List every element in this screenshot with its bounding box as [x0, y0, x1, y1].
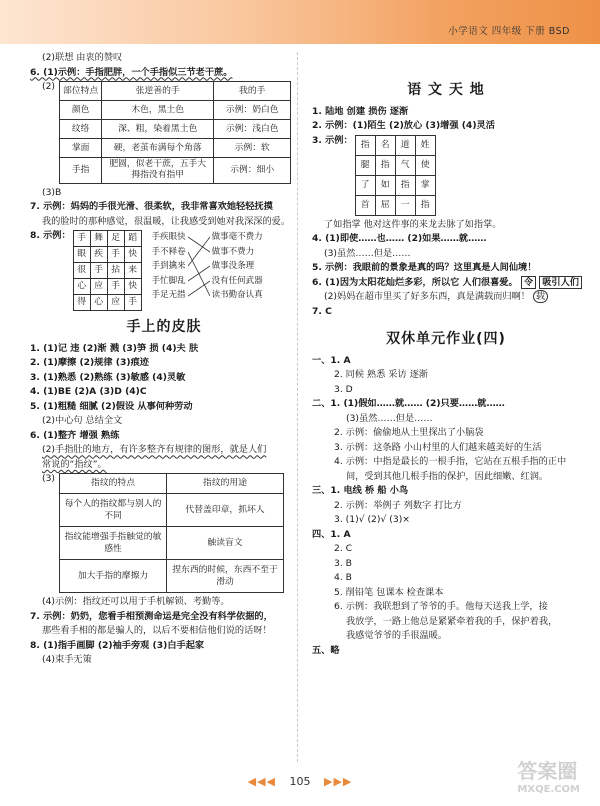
grid-cell: 拈: [107, 263, 124, 279]
table-cell: 硬，老茧布满每个角落: [102, 139, 214, 158]
answer-text: 6. (1)因为太阳花灿烂多彩，所以它 人们很喜爱。: [312, 276, 518, 288]
table-cell: 捏东西的时候，东西不至于滑动: [167, 560, 284, 593]
grid-cell: 心: [73, 279, 90, 295]
match-line: [188, 237, 210, 266]
grid-cell: 腿: [355, 155, 375, 175]
grid-cell: 指: [395, 175, 415, 195]
match-item: 没有任何武器: [211, 275, 263, 286]
answer-line: 三、1. 电线 桥 船 小鸟: [312, 485, 409, 496]
answer-text: 6. (1)示例：手指肥胖，一个手指似三节老干蔗。: [30, 66, 233, 78]
table-header: 指纹的特点: [60, 474, 167, 494]
section-title: 语 文 天 地: [407, 82, 485, 98]
answer-line: 1. 陆地 创建 损伤 逐渐: [312, 105, 409, 117]
answer-line: 7. 示例：奶奶，您看手相预测命运是完全没有科学依据的，: [30, 610, 273, 622]
match-item: 读书勤奋认真: [211, 290, 263, 301]
answer-line: 3. 示例：这条路 小山村里的人们越来越美好的生活: [334, 441, 542, 453]
table-cell: 掌面: [60, 139, 102, 158]
grid-cell: 使: [415, 155, 435, 175]
table-cell: 木色，黑土色: [102, 101, 214, 120]
grid-cell: 屈: [375, 195, 395, 215]
hand-compare-table: [59, 81, 291, 184]
right-column: [312, 52, 580, 659]
answer-line: 7. 示例：妈妈的手很光滑、很柔软，我非常喜欢她轻轻抚摸: [30, 201, 273, 213]
grid-cell: 得: [73, 295, 90, 311]
answer-line: 3. D: [334, 383, 353, 395]
page-footer: [0, 775, 600, 789]
table-cell: 每个人的指纹都与别人的不同: [60, 494, 167, 527]
char-grid-exercise: [312, 135, 580, 216]
answer-line: 了如指掌 他对这件事的来龙去脉了如指掌。: [324, 218, 502, 230]
watermark-url: MXQE.COM: [517, 783, 580, 795]
match-left-column: [152, 230, 186, 304]
grid-cell: 指: [355, 135, 375, 155]
answer-line: 2. (1)摩擦 (2)规律 (3)痕迹: [30, 357, 149, 369]
grid-cell: 来: [124, 263, 141, 279]
grid-cell: 一: [395, 195, 415, 215]
idiom-exercise: [30, 230, 298, 311]
answer-line: 4. B: [334, 572, 352, 583]
section-title: 双休单元作业(四): [386, 331, 506, 347]
table-cell: 深、粗，染着黑土色: [102, 120, 214, 139]
table-cell: 手指: [60, 158, 102, 184]
answer-line: 3. B: [334, 557, 352, 569]
watermark-logo: [517, 759, 580, 797]
answer-line: (4)示例：指纹还可以用于手机解锁、考勤等。: [42, 596, 230, 608]
answer-line: 四、1. A: [312, 528, 351, 540]
answer-line: 2. 示例：举例子 列数字 打比方: [334, 499, 462, 511]
answer-line: [312, 277, 580, 289]
table-cell: 示例：软: [214, 139, 291, 158]
table-cell: 肥圆，似老干蔗，五手大拇指没有指甲: [102, 158, 214, 184]
grid-cell: 手: [90, 263, 107, 279]
table-cell: 纹络: [60, 120, 102, 139]
answer-line: 4. (1)即使……也…… (2)如果……就……: [312, 233, 487, 244]
answer-label: (3): [42, 473, 56, 485]
answer-line: [30, 67, 298, 79]
grid-cell: 应: [90, 279, 107, 295]
match-right-column: [212, 230, 263, 304]
match-item: 做事没条理: [211, 261, 255, 272]
grid-cell: 眼: [73, 247, 90, 263]
grid-cell: 名: [375, 135, 395, 155]
answer-line: 8. (1)指手画脚 (2)袖手旁观 (3)白手起家: [30, 639, 205, 651]
answer-line: [30, 459, 298, 471]
char-grid: [355, 135, 436, 216]
correction-box: 令: [521, 276, 536, 289]
grid-cell: 手: [107, 279, 124, 295]
answer-line: [312, 291, 580, 303]
answer-line: 那些看手相的都是骗人的，以后不要相信他们说的话呀！: [42, 625, 272, 637]
answer-line: 1. (1)记 违 (2)渐 溅 (3)笋 损 (4)夫 肤: [30, 342, 199, 354]
idiom-grid: [73, 230, 142, 311]
header-band: [0, 0, 600, 44]
answer-line: (2)中心句 总结全文: [42, 415, 123, 427]
answer-label: 8. 示例：: [30, 230, 71, 242]
grid-cell: 应: [107, 295, 124, 311]
table-2-wrap: [30, 473, 298, 593]
match-item: 手不释卷: [151, 246, 186, 257]
answer-line: 2. 示例：(1)陌生 (2)放心 (3)增强 (4)灵活: [312, 120, 495, 131]
answer-text: 常说的“指纹”。: [42, 458, 107, 470]
table-cell: 触读盲文: [167, 527, 284, 560]
answer-line: 我感觉爷爷的手很温暖。: [346, 630, 448, 641]
matching-exercise: [152, 230, 263, 304]
answer-line: 二、1. (1)假如……就…… (2)只要……就……: [312, 398, 505, 409]
table-header: 指纹的用途: [167, 474, 284, 494]
answer-line: (4)束手无策: [42, 654, 92, 666]
match-item: 手足无措: [151, 290, 186, 301]
grid-cell: 快: [124, 279, 141, 295]
grid-cell: 掌: [415, 175, 435, 195]
header-label: 小学语文 四年级 下册 BSD: [448, 26, 570, 37]
answer-line: 4. (1)BE (2)A (3)D (4)C: [30, 386, 147, 398]
answer-line: (3)虽然……但是……: [324, 247, 411, 259]
watermark-text: 答案圈: [517, 758, 578, 783]
answer-line: 2. C: [334, 543, 353, 554]
answer-line: (3)B: [42, 186, 62, 198]
match-line: [188, 281, 210, 296]
grid-cell: 指: [375, 155, 395, 175]
answer-line: 3. (1)√ (2)√ (3)×: [334, 514, 410, 525]
answer-line: 2. 示例：偷偷地从土里探出了小脑袋: [334, 427, 484, 438]
match-item: 手到擒来: [151, 261, 186, 272]
answer-line: 4. 示例：中指是最长的一根手指，它站在五根手指的正中: [334, 456, 567, 467]
match-item: 手疾眼快: [151, 232, 186, 243]
answer-line: (2)联想 由衷的赞叹: [42, 52, 123, 63]
answer-text: (2)妈妈在超市里买了好多东西，真是满载而归啊！: [324, 291, 530, 302]
answer-line: 2. 同候 熟悉 采访 逐渐: [334, 369, 428, 380]
answer-line: 6. (1)整齐 增强 熟练: [30, 429, 120, 441]
grid-cell: 气: [395, 155, 415, 175]
table-header: 我的手: [214, 82, 291, 101]
match-line: [188, 266, 210, 281]
fingerprint-table: [59, 473, 284, 593]
answer-line: 6. 示例：我联想到了爷爷的手。他每天送我上学，接: [334, 601, 548, 612]
table-header: 部位特点: [60, 82, 102, 101]
answer-label: 3. 示例：: [312, 134, 353, 146]
table-cell: 示例：浅白色: [214, 120, 291, 139]
answer-line: 一、1. A: [312, 354, 351, 366]
answer-line: 五、略: [312, 644, 340, 656]
answer-line: 3. (1)熟悉 (2)熟练 (3)敏感 (4)灵敏: [30, 371, 186, 383]
grid-cell: 手: [107, 247, 124, 263]
answer-line: 我的脸时的那种感觉，很温暖，让我感受到她对我深深的爱。: [42, 215, 291, 227]
answer-line: 我放学，一路上他总是紧紧牵着我的手，保护着我，: [346, 615, 558, 627]
answer-line: 7. C: [312, 305, 332, 317]
grid-cell: 足: [107, 231, 124, 247]
grid-cell: 了: [355, 175, 375, 195]
table-cell: 指纹能增强手指触觉的敏感性: [60, 527, 167, 560]
match-item: 做事不费力: [211, 246, 255, 257]
table-cell: 示例：奶白色: [214, 101, 291, 120]
left-column: [30, 52, 298, 669]
grid-cell: 指: [415, 195, 435, 215]
grid-cell: 首: [355, 195, 375, 215]
answer-line: 5. (1)粗糙 细腻 (2)假设 从事何种劳动: [30, 400, 193, 412]
table-1-wrap: [30, 81, 298, 184]
grid-cell: 心: [90, 295, 107, 311]
grid-cell: 手: [124, 295, 141, 311]
answer-line: 间，受到其他几根手指的保护，因此细嫩、红润。: [346, 470, 549, 482]
table-cell: 颜色: [60, 101, 102, 120]
grid-cell: 道: [395, 135, 415, 155]
answer-line: 5. 示例：我眼前的景象是真的吗？这里真是人间仙境！: [312, 262, 537, 273]
answer-text: (2)手指肚的地方，有许多整齐有规律的图形，就是人们: [42, 444, 267, 456]
match-item: 手忙脚乱: [151, 275, 186, 286]
grid-cell: 如: [375, 175, 395, 195]
grid-cell: 很: [73, 263, 90, 279]
prev-arrows-icon: ◀◀◀: [247, 775, 276, 788]
table-cell: 示例：细小: [214, 158, 291, 184]
match-lines: [188, 230, 210, 304]
match-item: 做事毫不费力: [211, 232, 263, 243]
table-header: 张逆善的手: [102, 82, 214, 101]
grid-cell: 手: [73, 231, 90, 247]
grid-cell: 快: [124, 247, 141, 263]
correction-mark: 载: [533, 290, 548, 303]
grid-cell: 舞: [90, 231, 107, 247]
match-line: [188, 252, 210, 296]
grid-cell: 蹈: [124, 231, 141, 247]
answer-line: [30, 444, 298, 456]
grid-cell: 姓: [415, 135, 435, 155]
answer-line: (3)虽然……但是……: [346, 412, 433, 424]
section-title: 手上的皮肤: [126, 319, 202, 336]
correction-box: 吸引人们: [539, 276, 582, 289]
grid-cell: 疾: [90, 247, 107, 263]
page-number: 105: [289, 775, 311, 788]
answer-label: (2): [42, 81, 56, 92]
table-cell: 加大手指的摩擦力: [60, 560, 167, 593]
answer-line: 5. 削铅笔 包课本 检查课本: [334, 586, 444, 598]
table-cell: 代替盖印章，抓坏人: [167, 494, 284, 527]
next-arrows-icon: ▶▶▶: [324, 775, 353, 788]
match-line: [188, 237, 210, 252]
